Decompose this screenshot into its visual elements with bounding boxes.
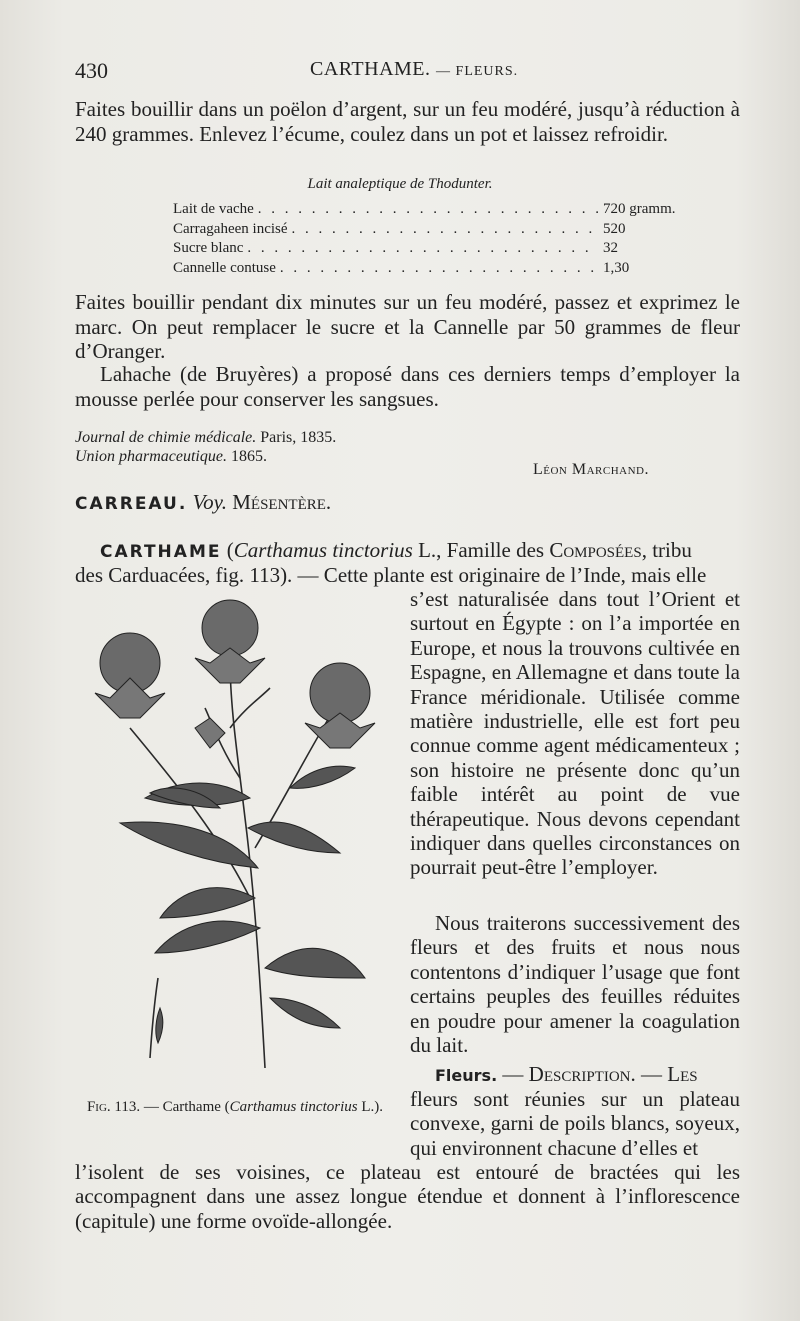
leaf [270, 998, 340, 1028]
ingredient-qty: 720 gramm. [603, 201, 676, 217]
reference-1: Journal de chimie médicale. Paris, 1835. [75, 429, 337, 446]
cross-reference: Mésentère. [232, 490, 332, 514]
ingredient-name: Lait de vache [173, 201, 254, 217]
recipe-title: Lait analeptique de Thodunter. [307, 176, 493, 192]
leaf [160, 888, 255, 918]
ingredient-qty: 1,30 [603, 259, 630, 276]
running-title-main: CARTHAME. [310, 58, 431, 80]
leaf [156, 1008, 163, 1043]
references [75, 428, 336, 466]
carthame-column-text-3: fleurs sont réunies sur un plateau convexe, garni de poils blancs, soyeux, qui environnent chacune d’elles et [410, 1087, 740, 1160]
running-title-section: — FLEURS. [436, 64, 519, 79]
page-header [75, 58, 735, 88]
leaf [265, 948, 365, 978]
ingredient-qty: 32 [603, 240, 618, 256]
recipe-row [173, 259, 713, 279]
page-number: 430 [75, 58, 108, 83]
ingredient-qty: 520 [603, 220, 626, 237]
section-head: Fleurs. [435, 1066, 498, 1085]
leaf [120, 822, 258, 868]
bract [195, 648, 265, 683]
bract [305, 713, 375, 748]
family-name: Composées [549, 538, 642, 562]
bract [95, 678, 165, 718]
entry-headword: CARREAU. [75, 494, 188, 514]
reference-2: Union pharmaceutique. 1865. [75, 448, 267, 465]
latin-name: Carthamus tinctorius [233, 538, 413, 562]
safflower-illustration [70, 598, 400, 1098]
figure-caption: Fig. 113. — Carthame (Carthamus tinctorius L.). [86, 1099, 384, 1115]
recipe-table [173, 200, 713, 278]
carthame-column-text: s’est naturalisée dans tout l’Orient et surtout en Égypte : on l’a importée en Europe, et nous la trouvons cultivée en Espagne, en Allemagne et dans toute la France méridionale. Utilisée comme matière industrielle, elle est fort peu connue comme agent médicamenteux ; son histoire ne présente donc qu’un faible intérêt au point de vue thérapeutique. Nous devons cependant indiquer dans quelles circonstances on pourrait peut-être l’employer. [410, 587, 740, 880]
fleurs-line: Fleurs. — Description. — Les [435, 1062, 698, 1086]
recipe-row [173, 220, 713, 240]
paragraph-boiling: Faites bouillir pendant dix minutes sur un feu modéré, passez et exprimez le marc. On peut remplacer le sucre et la Cannelle par 50 grammes de fleur d’Oranger. [75, 290, 740, 363]
carthame-entry-line2: des Carduacées, fig. 113). — Cette plante est originaire de l’Inde, mais elle [75, 563, 707, 587]
ref-journal: Union pharmaceutique. [75, 448, 227, 465]
ingredient-name: Sucre blanc [173, 240, 244, 256]
carreau-entry [75, 490, 331, 516]
see-also: Voy. [192, 490, 227, 514]
carthame-column-text-2: Nous traiterons successivement des fleurs et des fruits et nous nous contentons d’indiquer l’usage que font certains peuples des feuilles réduites en poudre pour amener la coagulation du lait. [410, 911, 740, 1058]
carthame-entry-line1: CARTHAME (Carthamus tinctorius L., Famille des Composées, tribu [100, 538, 692, 562]
carthame-full-text: l’isolent de ses voisines, ce plateau est entouré de bractées qui les accompagnent dans une assez longue étendue et donnent à l’inflorescence (capitule) une forme ovoïde-allongée. [75, 1160, 740, 1233]
recipe-row [173, 200, 713, 220]
ingredient-name: Cannelle contuse [173, 259, 276, 276]
entry-headword: CARTHAME [100, 542, 222, 562]
running-title [310, 58, 518, 81]
ingredient-name: Carragaheen incisé [173, 220, 288, 237]
paragraph-lahache: Lahache (de Bruyères) a proposé dans ces derniers temps d’employer la mousse perlée pour conserver les sangsues. [75, 362, 740, 411]
author-signature: Léon Marchand. [533, 461, 649, 478]
intro-paragraph: Faites bouillir dans un poëlon d’argent, sur un feu modéré, jusqu’à réduction à 240 grammes. Enlevez l’écume, coulez dans un pot et laissez refroidir. [75, 97, 740, 146]
recipe-row [173, 239, 713, 259]
leaf [155, 921, 260, 953]
ref-journal: Journal de chimie médicale. [75, 429, 257, 446]
